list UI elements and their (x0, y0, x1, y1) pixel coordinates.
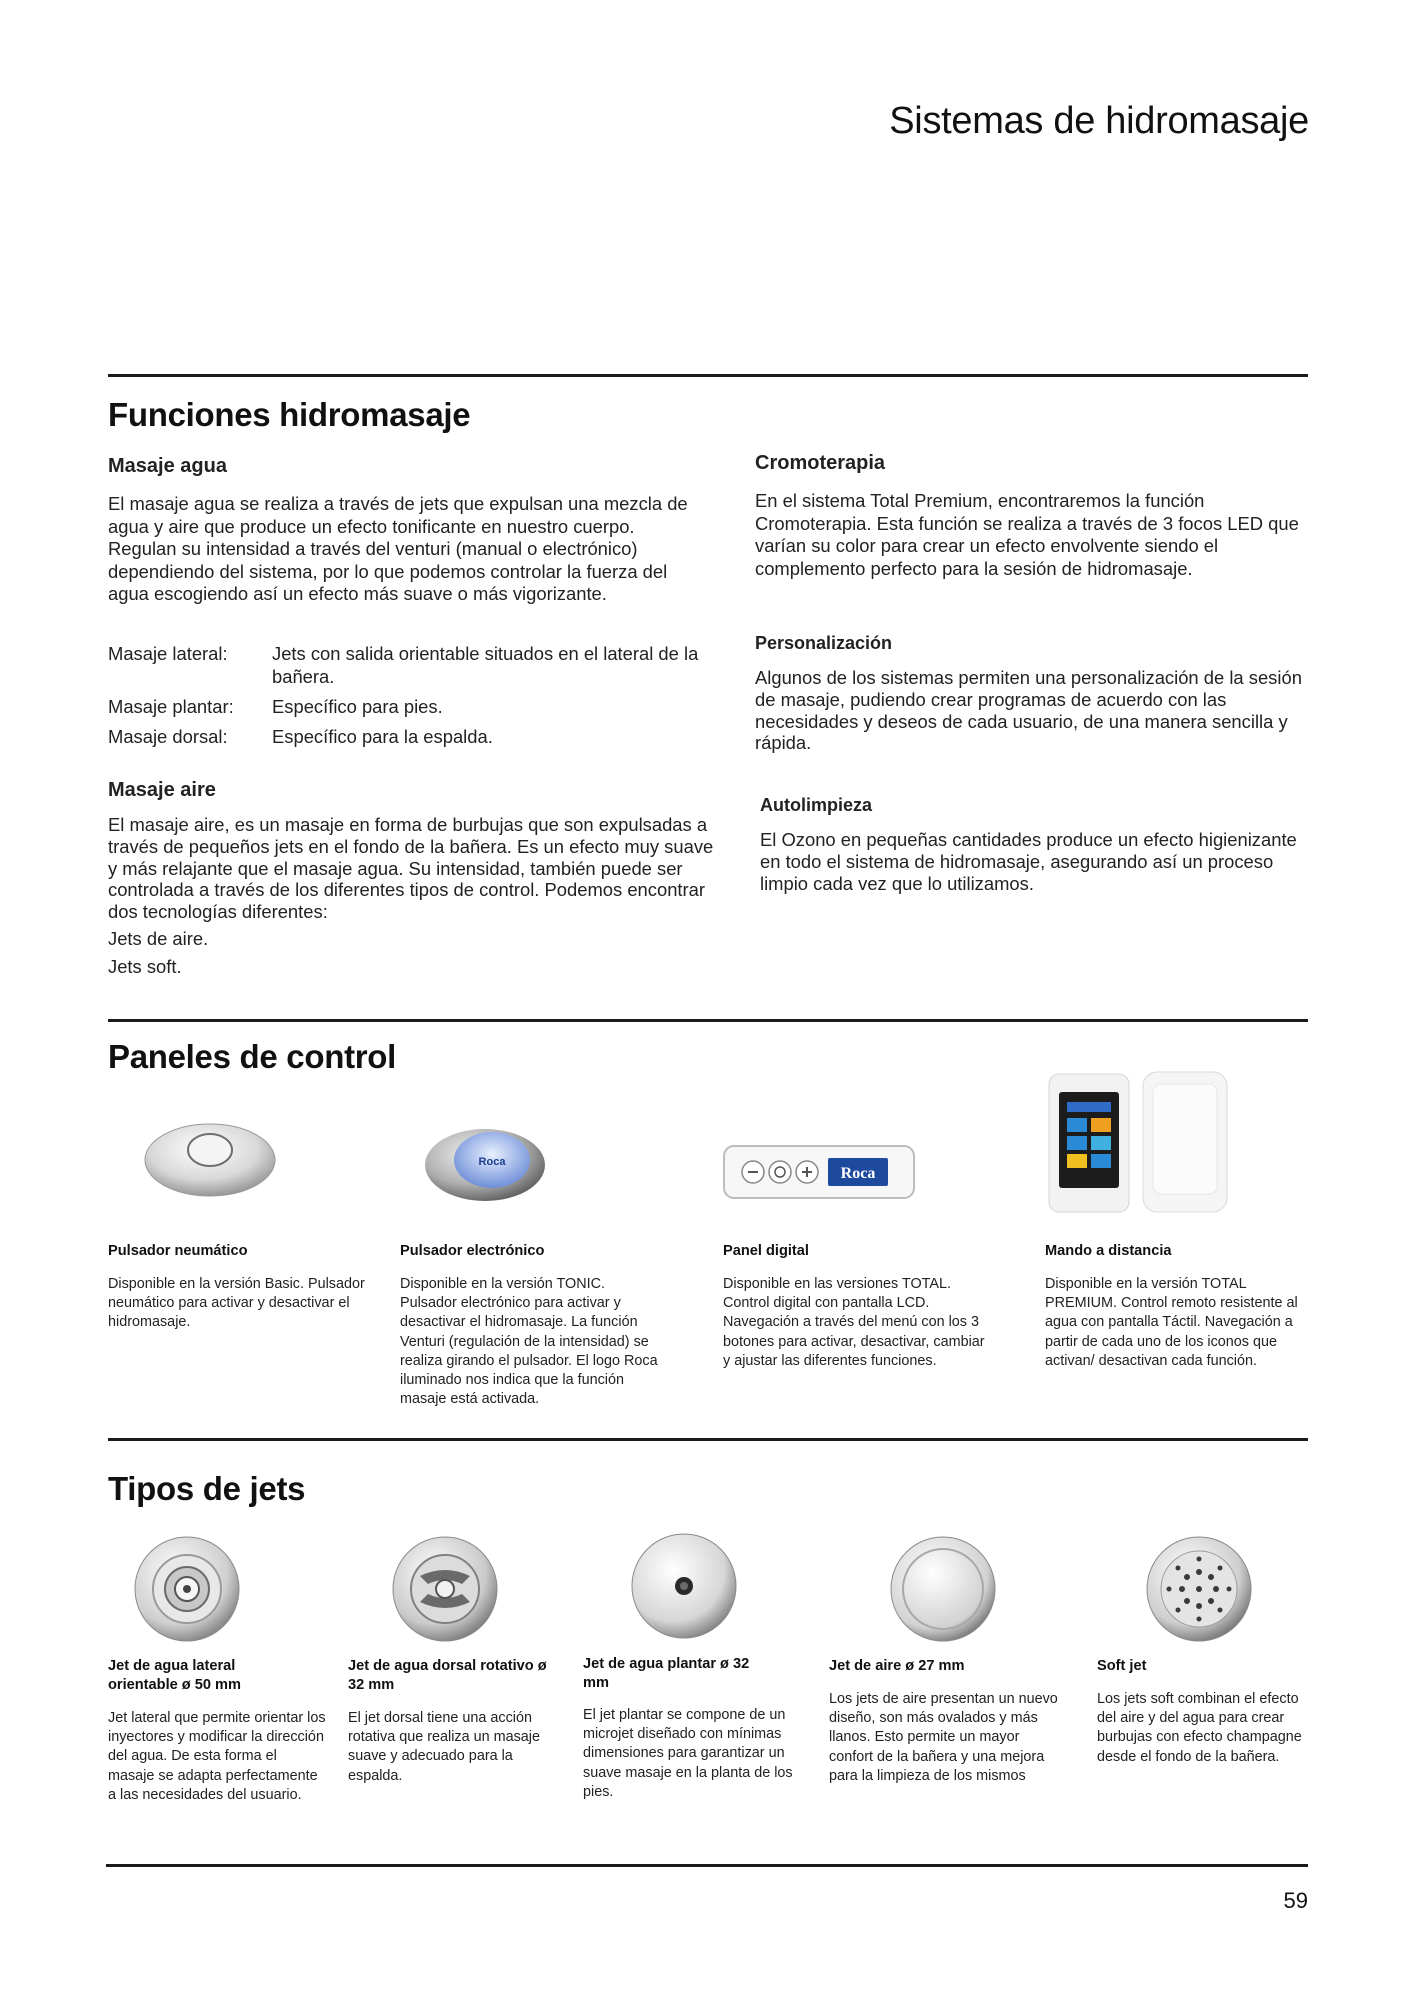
pulsador-neumatico-image (140, 1110, 280, 1200)
jet-dorsal-text: El jet dorsal tiene una acción rotativa que realiza un masaje suave y adecuado para la espalda. (348, 1710, 540, 1784)
soft-jet-text: Los jets soft combinan el efecto del aire y del agua para crear burbujas con efecto champagne desde el fondo de la bañera. (1097, 1691, 1302, 1765)
mando-distancia-image (1045, 1068, 1235, 1216)
soft-jet-title: Soft jet (1097, 1658, 1147, 1674)
autolimpieza-heading: Autolimpieza (760, 795, 873, 815)
roca-logo-panel: Roca (840, 1165, 876, 1182)
mando-distancia-title: Mando a distancia (1045, 1243, 1172, 1259)
cromoterapia-text: En el sistema Total Premium, encontraremos la función Cromoterapia. Esta función se realiza a través de 3 focos LED que varían su color para crear un efecto envolvente siendo el complemento perfecto para la sesión de hidromasaje. (755, 490, 1299, 579)
paneles-heading: Paneles de control (108, 1038, 397, 1075)
pulsador-neumatico-title: Pulsador neumático (108, 1243, 248, 1259)
panel-digital-text: Disponible en las versiones TOTAL. Control digital con pantalla LCD. Navegación a través del menú con los 3 botones para activar, desactivar, cambiar y ajustar las diferentes funciones. (723, 1276, 985, 1369)
section-divider (108, 1019, 1308, 1022)
personalizacion-text: Algunos de los sistemas permiten una personalización de la sesión de masaje, pudiendo crear programas de acuerdo con las necesidades y deseos de cada usuario, de una manera sencilla y rápida. (755, 667, 1302, 754)
pulsador-electronico-title: Pulsador electrónico (400, 1243, 545, 1259)
jet-aire-text: Los jets de aire presentan un nuevo diseño, son más ovalados y más llanos. Esto permite un mayor confort de la bañera y una mejora para la limpieza de los mismos (829, 1691, 1058, 1784)
jet-lateral-image (132, 1534, 242, 1644)
masaje-lateral-term: Masaje lateral: (108, 643, 228, 664)
section-divider (108, 374, 1308, 377)
masaje-dorsal-desc: Específico para la espalda. (272, 726, 493, 747)
masaje-plantar-term: Masaje plantar: (108, 696, 234, 717)
panel-digital-title: Panel digital (723, 1243, 809, 1259)
jet-dorsal-image (390, 1534, 500, 1644)
masaje-plantar-desc: Específico para pies. (272, 696, 443, 717)
jet-aire-title: Jet de aire ø 27 mm (829, 1658, 965, 1674)
pulsador-electronico-image (420, 1115, 550, 1205)
page-number: 59 (1283, 1888, 1308, 1913)
masaje-aire-item-jets-soft: Jets soft. (108, 956, 182, 977)
masaje-agua-text: El masaje agua se realiza a través de jets que expulsan una mezcla de agua y aire que produce un efecto tonificante en nuestro cuerpo. Regulan su intensidad a través del venturi (manual o electrónico) dependiendo del sistema, por lo que podemos controlar la fuerza del agua escogiendo así un efecto más suave o más vigorizante. (108, 493, 688, 604)
page-header-title: Sistemas de hidromasaje (889, 100, 1309, 142)
jet-plantar-title: Jet de agua plantar ø 32 mm (583, 1656, 750, 1691)
masaje-aire-heading: Masaje aire (108, 779, 216, 801)
pulsador-neumatico-text: Disponible en la versión Basic. Pulsador neumático para activar y desactivar el hidromasaje. (108, 1276, 365, 1331)
masaje-aire-text: El masaje aire, es un masaje en forma de burbujas que son expulsadas a través de pequeños jets en el fondo de la bañera. Es un efecto muy suave y más relajante que el masaje agua. Su intensidad, también puede ser controlada a través de los diferentes tipos de control. Podemos encontrar dos tecnologías diferentes: (108, 814, 714, 923)
jet-plantar-image (628, 1530, 740, 1642)
jet-lateral-text: Jet lateral que permite orientar los inyectores y modificar la dirección del agua. De esta forma el masaje se adapta perfectamente a las necesidades del usuario. (108, 1710, 326, 1803)
jet-plantar-text: El jet plantar se compone de un microjet diseñado con mínimas dimensiones para garantizar un suave masaje en la planta de los pies. (583, 1707, 793, 1800)
pulsador-electronico-text: Disponible en la versión TONIC. Pulsador electrónico para activar y desactivar el hidromasaje. La función Venturi (regulación de la intensidad) se realiza girando el pulsador. El logo Roca iluminado nos indica que la función masaje está activada. (400, 1276, 658, 1408)
panel-digital-image (720, 1140, 920, 1206)
section-divider (108, 1438, 1308, 1441)
cromoterapia-heading: Cromoterapia (755, 452, 886, 474)
mando-distancia-text: Disponible en la versión TOTAL PREMIUM. Control remoto resistente al agua con pantalla Táctil. Navegación a partir de cada uno de los iconos que activan/ desactivan cada función. (1045, 1276, 1298, 1369)
footer-divider (106, 1864, 1308, 1867)
personalizacion-heading: Personalización (755, 633, 893, 653)
funciones-heading: Funciones hidromasaje (108, 396, 471, 433)
masaje-lateral-desc: Jets con salida orientable situados en el lateral de la bañera. (272, 643, 699, 687)
jets-heading: Tipos de jets (108, 1470, 306, 1507)
jet-dorsal-title: Jet de agua dorsal rotativo ø 32 mm (348, 1658, 547, 1693)
masaje-agua-heading: Masaje agua (108, 455, 227, 477)
jet-lateral-title: Jet de agua lateral orientable ø 50 mm (108, 1658, 242, 1693)
roca-logo-small: Roca (478, 1156, 506, 1168)
masaje-aire-item-jets-aire: Jets de aire. (108, 928, 209, 949)
soft-jet-image (1144, 1534, 1254, 1644)
masaje-dorsal-term: Masaje dorsal: (108, 726, 228, 747)
jet-aire-image (888, 1534, 998, 1644)
autolimpieza-text: El Ozono en pequeñas cantidades produce un efecto higienizante en todo el sistema de hidromasaje, asegurando así un proceso limpio cada vez que lo utilizamos. (760, 829, 1297, 894)
